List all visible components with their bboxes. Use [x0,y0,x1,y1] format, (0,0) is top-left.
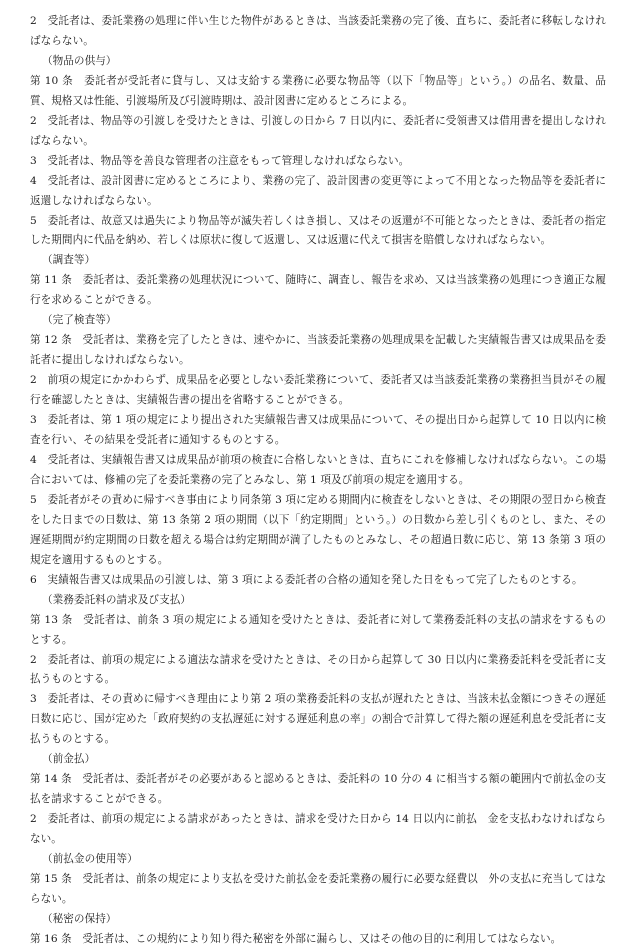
clause-paragraph: 2 前項の規定にかかわらず、成果品を必要としない委託業務について、委託者又は当該委託業務の業務担当員がその履行を確認したときは、実績報告書の提出を省略することができる。 [30,374,606,407]
clause-paragraph: 4 受託者は、実績報告書又は成果品が前項の検査に合格しないときは、直ちにこれを修補しなければならない。この場合においては、修補の完了を委託業務の完了とみなし、第 1 項及び前項の規定を適用する。 [30,453,606,486]
clause-paragraph: 2 委託者は、前項の規定による適法な請求を受けたときは、その日から起算して 30 日以内に業務委託料を受託者に支払うものとする。 [30,653,606,686]
clause-paragraph: 3 受託者は、物品等を善良な管理者の注意をもって管理しなければならない。 [30,154,410,167]
clause-paragraph: 第 13 条 受託者は、前条 3 項の規定による通知を受けたときは、委託者に対して業務委託料の支払の請求をするものとする。 [30,613,606,646]
article-heading: （秘密の保持） [42,912,117,925]
clause-paragraph: 5 委託者は、故意又は過失により物品等が滅失若しくはき損し、又はその返還が不可能となったときは、委託者の指定した期間内に代品を納め、若しくは原状に復して返還し、又は返還に代えて損害を賠償しなければならない。 [30,214,606,247]
clause-paragraph: 第 11 条 委託者は、委託業務の処理状況について、随時に、調査し、報告を求め、又は当該業務の処理につき適正な履行を求めることができる。 [30,274,606,307]
article-heading: （前金払） [42,753,96,766]
article-heading: （物品の供与） [42,54,117,67]
clause-paragraph: 第 16 条 受託者は、この規約により知り得た秘密を外部に漏らし、又はその他の目的に利用してはならない。 [30,932,562,945]
article-heading: （調査等） [42,254,96,267]
clause-paragraph: 2 受託者は、物品等の引渡しを受けたときは、引渡しの日から 7 日以内に、委託者に受領書又は借用書を提出しなければならない。 [30,114,606,147]
clause-paragraph: 6 実績報告書又は成果品の引渡しは、第 3 項による委託者の合格の通知を発した日をもって完了したものとする。 [30,573,583,586]
article-heading: （完了検査等） [42,314,117,327]
clause-paragraph: 第 14 条 受託者は、委託者がその必要があると認めるときは、委託料の 10 分の 4 に相当する額の範囲内で前払金の支払を請求することができる。 [30,773,606,806]
clause-paragraph: 5 委託者がその責めに帰すべき事由により同条第 3 項に定める期間内に検査をしないときは、その期限の翌日から検査をした日までの日数は、第 13 条第 2 項の期間（以下「約定期間」という。）の日数から差し引くものとし、また、その遅延期間が約定期間の日数を超える場合は約定期間が満了したものとみなし、その超過日数に応じ、第 13 条第 3 項の規定を適用するものとする。 [30,493,606,566]
clause-paragraph: 3 委託者は、その責めに帰すべき理由により第 2 項の業務委託料の支払が遅れたときは、当該未払金額につきその遅延日数に応じ、国が定めた「政府契約の支払遅延に対する遅延利息の率」の割合で計算して得た額の遅延利息を受託者に支払うものとする。 [30,693,606,746]
clause-paragraph: 2 受託者は、委託業務の処理に伴い生じた物件があるときは、当該委託業務の完了後、直ちに、委託者に移転しなければならない。 [30,15,606,47]
clause-paragraph: 第 15 条 受託者は、前条の規定により支払を受けた前払金を委託業務の履行に必要な経費以 外の支払に充当してはならない。 [30,872,606,905]
document-body [30,12,606,950]
clause-paragraph: 4 受託者は、設計図書に定めるところにより、業務の完了、設計図書の変更等によって不用となった物品等を委託者に返還しなければならない。 [30,174,606,207]
article-heading: （前払金の使用等） [42,853,138,866]
clause-paragraph: 3 委託者は、第 1 項の規定により提出された実績報告書又は成果品について、その提出日から起算して 10 日以内に検査を行い、その結果を受託者に通知するものとする。 [30,414,606,447]
article-heading: （業務委託料の請求及び支払） [42,593,192,606]
clause-paragraph: 第 10 条 委託者が受託者に貸与し、又は支給する業務に必要な物品等（以下「物品等」という。）の品名、数量、品質、規格又は性能、引渡場所及び引渡時期は、設計図書に定めるところによる。 [30,74,606,107]
clause-paragraph: 2 委託者は、前項の規定による請求があったときは、請求を受けた日から 14 日以内に前払 金を支払わなければならない。 [30,813,606,846]
clause-paragraph: 第 12 条 受託者は、業務を完了したときは、速やかに、当該委託業務の処理成果を記載した実績報告書又は成果品を委託者に提出しなければならない。 [30,334,606,367]
